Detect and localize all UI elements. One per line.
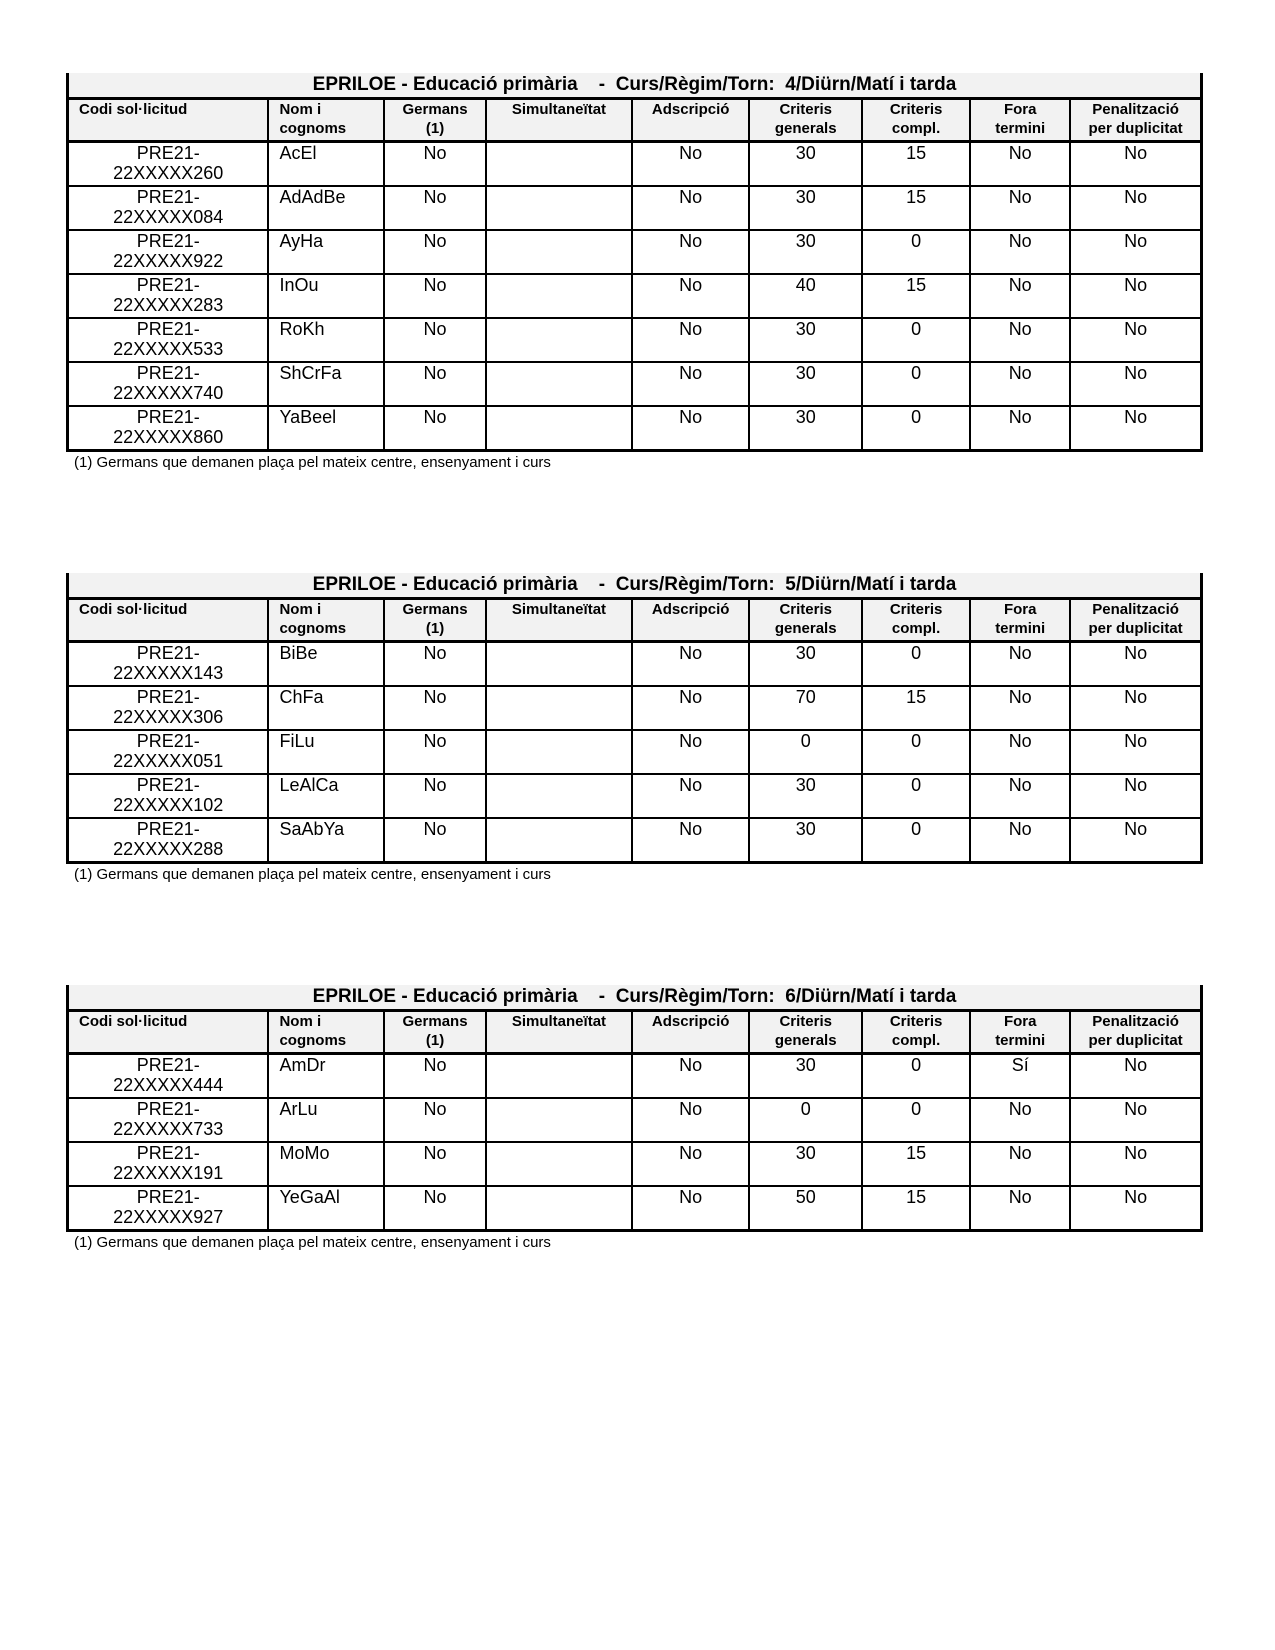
cell-codi-code1: PRE21- [136, 731, 200, 751]
cell-fora-termini: No [970, 818, 1070, 863]
cell-codi-code1: PRE21- [136, 319, 200, 339]
header-criteris-generals-line1: Criteris [779, 1013, 832, 1030]
header-codi [68, 599, 269, 642]
header-germans [384, 99, 486, 142]
cell-criteris-compl: 15 [862, 186, 970, 230]
cell-penalitzacio: No [1070, 686, 1201, 730]
cell-codi-code2: 22XXXXX084 [113, 207, 224, 227]
cell-adscripcio: No [632, 274, 750, 318]
cell-criteris-generals: 30 [749, 186, 861, 230]
table-row [68, 362, 1202, 406]
header-fora-termini-line1: Fora [1003, 101, 1037, 118]
header-nom [268, 1011, 384, 1054]
cell-criteris-compl: 0 [862, 362, 970, 406]
cell-criteris-compl: 0 [862, 230, 970, 274]
cell-nom: RoKh [268, 318, 384, 362]
cell-adscripcio: No [632, 1054, 750, 1099]
admissions-table [66, 573, 1203, 864]
header-criteris-compl-line2: compl. [891, 1032, 941, 1049]
cell-criteris-compl: 0 [862, 1098, 970, 1142]
cell-codi-code2: 22XXXXX733 [113, 1119, 224, 1139]
header-criteris-generals-line2: generals [774, 1032, 837, 1049]
header-nom-line2: cognoms [279, 620, 347, 637]
cell-nom: AcEl [268, 142, 384, 187]
cell-penalitzacio: No [1070, 406, 1201, 451]
cell-codi-code2: 22XXXXX444 [113, 1075, 224, 1095]
cell-criteris-compl: 15 [862, 142, 970, 187]
cell-fora-termini: No [970, 1186, 1070, 1231]
cell-codi [68, 1142, 269, 1186]
table-row [68, 774, 1202, 818]
footnote: (1) Germans que demanen plaça pel mateix centre, ensenyament i curs [74, 454, 551, 471]
cell-nom: LeAlCa [268, 774, 384, 818]
cell-germans: No [384, 642, 486, 687]
cell-simultaneitat [486, 274, 632, 318]
cell-penalitzacio: No [1070, 642, 1201, 687]
cell-criteris-compl: 0 [862, 818, 970, 863]
cell-adscripcio: No [632, 230, 750, 274]
header-germans [384, 1011, 486, 1054]
cell-codi-code1: PRE21- [136, 819, 200, 839]
header-fora-termini [970, 599, 1070, 642]
cell-codi-code2: 22XXXXX922 [113, 251, 224, 271]
header-criteris-generals-line1: Criteris [779, 101, 832, 118]
cell-germans: No [384, 318, 486, 362]
table-row [68, 318, 1202, 362]
cell-criteris-compl: 0 [862, 1054, 970, 1099]
cell-fora-termini: No [970, 1142, 1070, 1186]
cell-codi [68, 362, 269, 406]
cell-nom: BiBe [268, 642, 384, 687]
cell-codi-code2: 22XXXXX260 [113, 163, 224, 183]
cell-nom: AyHa [268, 230, 384, 274]
header-adscripcio-line1: Adscripció [651, 1013, 730, 1030]
cell-simultaneitat [486, 142, 632, 187]
cell-simultaneitat [486, 642, 632, 687]
cell-penalitzacio: No [1070, 1054, 1201, 1099]
cell-codi [68, 730, 269, 774]
cell-simultaneitat [486, 1142, 632, 1186]
header-penalitzacio-line1: Penalització [1092, 1013, 1179, 1030]
cell-germans: No [384, 274, 486, 318]
cell-adscripcio: No [632, 406, 750, 451]
cell-adscripcio: No [632, 142, 750, 187]
cell-simultaneitat [486, 362, 632, 406]
cell-simultaneitat [486, 730, 632, 774]
cell-codi-code1: PRE21- [136, 1143, 200, 1163]
header-fora-termini [970, 99, 1070, 142]
table-block-curs-4 [66, 73, 1203, 472]
cell-criteris-compl: 0 [862, 730, 970, 774]
header-nom-line2: cognoms [279, 1032, 347, 1049]
header-criteris-compl [862, 599, 970, 642]
header-penalitzacio-line2: per duplicitat [1088, 620, 1183, 637]
cell-codi-code2: 22XXXXX191 [113, 1163, 224, 1183]
cell-codi-code1: PRE21- [136, 643, 200, 663]
header-codi [68, 1011, 269, 1054]
cell-fora-termini: No [970, 406, 1070, 451]
cell-nom: MoMo [268, 1142, 384, 1186]
cell-penalitzacio: No [1070, 1186, 1201, 1231]
cell-fora-termini: No [970, 1098, 1070, 1142]
cell-adscripcio: No [632, 1142, 750, 1186]
table-row [68, 686, 1202, 730]
cell-codi [68, 406, 269, 451]
cell-codi-code1: PRE21- [136, 275, 200, 295]
cell-nom: FiLu [268, 730, 384, 774]
header-fora-termini-line2: termini [995, 620, 1046, 637]
header-criteris-generals-line2: generals [774, 120, 837, 137]
cell-germans: No [384, 1142, 486, 1186]
header-criteris-compl-line1: Criteris [889, 601, 943, 618]
cell-simultaneitat [486, 1054, 632, 1099]
cell-codi [68, 318, 269, 362]
header-adscripcio [632, 99, 750, 142]
cell-adscripcio: No [632, 318, 750, 362]
header-fora-termini-line1: Fora [1003, 601, 1037, 618]
header-criteris-compl [862, 1011, 970, 1054]
table-row [68, 818, 1202, 863]
cell-simultaneitat [486, 1186, 632, 1231]
table-title: EPRILOE - Educació primària - Curs/Règim/Torn: 4/Diürn/Matí i tarda [68, 73, 1202, 99]
cell-codi [68, 186, 269, 230]
header-codi-line1: Codi sol·licitud [79, 601, 188, 618]
cell-nom: AmDr [268, 1054, 384, 1099]
cell-simultaneitat [486, 318, 632, 362]
cell-simultaneitat [486, 230, 632, 274]
table-block-curs-5 [66, 573, 1203, 884]
cell-adscripcio: No [632, 686, 750, 730]
cell-germans: No [384, 686, 486, 730]
table-row [68, 406, 1202, 451]
cell-simultaneitat [486, 686, 632, 730]
cell-germans: No [384, 1098, 486, 1142]
header-fora-termini-line1: Fora [1003, 1013, 1037, 1030]
cell-nom: InOu [268, 274, 384, 318]
header-germans-line2: (1) [425, 120, 445, 137]
cell-criteris-compl: 15 [862, 1186, 970, 1231]
table-row [68, 1098, 1202, 1142]
cell-nom: SaAbYa [268, 818, 384, 863]
cell-codi-code1: PRE21- [136, 687, 200, 707]
header-simultaneitat [486, 1011, 632, 1054]
cell-fora-termini: No [970, 686, 1070, 730]
header-criteris-compl [862, 99, 970, 142]
cell-codi [68, 774, 269, 818]
table-row [68, 230, 1202, 274]
table-row [68, 730, 1202, 774]
cell-codi-code2: 22XXXXX051 [113, 751, 224, 771]
cell-codi-code2: 22XXXXX283 [113, 295, 224, 315]
header-simultaneitat-line1: Simultaneïtat [511, 1013, 607, 1030]
cell-codi-code2: 22XXXXX533 [113, 339, 224, 359]
header-penalitzacio [1070, 599, 1201, 642]
cell-nom: ShCrFa [268, 362, 384, 406]
cell-penalitzacio: No [1070, 362, 1201, 406]
cell-nom: ChFa [268, 686, 384, 730]
cell-simultaneitat [486, 818, 632, 863]
cell-fora-termini: No [970, 142, 1070, 187]
cell-codi-code1: PRE21- [136, 231, 200, 251]
header-criteris-compl-line2: compl. [891, 120, 941, 137]
cell-codi-code2: 22XXXXX143 [113, 663, 224, 683]
cell-codi [68, 142, 269, 187]
header-criteris-generals [749, 599, 861, 642]
cell-criteris-generals: 0 [749, 1098, 861, 1142]
cell-penalitzacio: No [1070, 818, 1201, 863]
cell-codi [68, 230, 269, 274]
table-row [68, 642, 1202, 687]
header-nom-line2: cognoms [279, 120, 347, 137]
cell-germans: No [384, 1186, 486, 1231]
cell-codi-code1: PRE21- [136, 1187, 200, 1207]
cell-criteris-generals: 30 [749, 142, 861, 187]
table-row [68, 274, 1202, 318]
cell-fora-termini: No [970, 730, 1070, 774]
cell-codi-code2: 22XXXXX102 [113, 795, 224, 815]
cell-adscripcio: No [632, 774, 750, 818]
cell-fora-termini: No [970, 642, 1070, 687]
header-nom-line1: Nom i [279, 601, 322, 618]
cell-germans: No [384, 774, 486, 818]
cell-codi-code1: PRE21- [136, 775, 200, 795]
table-row [68, 1186, 1202, 1231]
cell-criteris-generals: 30 [749, 230, 861, 274]
cell-codi-code1: PRE21- [136, 1055, 200, 1075]
cell-codi [68, 1098, 269, 1142]
cell-fora-termini: No [970, 230, 1070, 274]
cell-criteris-generals: 30 [749, 406, 861, 451]
cell-criteris-compl: 0 [862, 318, 970, 362]
header-penalitzacio [1070, 1011, 1201, 1054]
table-title: EPRILOE - Educació primària - Curs/Règim/Torn: 6/Diürn/Matí i tarda [68, 985, 1202, 1011]
cell-criteris-compl: 15 [862, 686, 970, 730]
cell-germans: No [384, 1054, 486, 1099]
cell-penalitzacio: No [1070, 318, 1201, 362]
header-germans [384, 599, 486, 642]
cell-codi [68, 1054, 269, 1099]
cell-codi [68, 1186, 269, 1231]
cell-adscripcio: No [632, 1098, 750, 1142]
header-criteris-compl-line1: Criteris [889, 1013, 943, 1030]
cell-penalitzacio: No [1070, 186, 1201, 230]
cell-codi-code2: 22XXXXX927 [113, 1207, 224, 1227]
cell-penalitzacio: No [1070, 730, 1201, 774]
cell-codi-code2: 22XXXXX306 [113, 707, 224, 727]
cell-criteris-compl: 15 [862, 274, 970, 318]
cell-criteris-generals: 30 [749, 318, 861, 362]
cell-nom: YaBeel [268, 406, 384, 451]
cell-adscripcio: No [632, 642, 750, 687]
cell-codi-code1: PRE21- [136, 1099, 200, 1119]
header-penalitzacio-line1: Penalització [1092, 101, 1179, 118]
header-codi-line1: Codi sol·licitud [79, 1013, 188, 1030]
cell-fora-termini: No [970, 186, 1070, 230]
header-nom-line1: Nom i [279, 101, 322, 118]
cell-penalitzacio: No [1070, 274, 1201, 318]
header-nom [268, 99, 384, 142]
cell-germans: No [384, 142, 486, 187]
cell-criteris-compl: 15 [862, 1142, 970, 1186]
cell-penalitzacio: No [1070, 1098, 1201, 1142]
header-criteris-generals [749, 99, 861, 142]
table-row [68, 142, 1202, 187]
header-adscripcio [632, 1011, 750, 1054]
table-row [68, 1142, 1202, 1186]
table-block-curs-6 [66, 985, 1203, 1252]
header-simultaneitat-line1: Simultaneïtat [511, 101, 607, 118]
header-adscripcio-line1: Adscripció [651, 101, 730, 118]
footnote: (1) Germans que demanen plaça pel mateix centre, ensenyament i curs [74, 866, 551, 883]
cell-germans: No [384, 818, 486, 863]
cell-penalitzacio: No [1070, 142, 1201, 187]
cell-germans: No [384, 730, 486, 774]
admissions-table [66, 73, 1203, 452]
header-penalitzacio-line1: Penalització [1092, 601, 1179, 618]
header-criteris-compl-line2: compl. [891, 620, 941, 637]
cell-criteris-compl: 0 [862, 774, 970, 818]
footnote: (1) Germans que demanen plaça pel mateix centre, ensenyament i curs [74, 1234, 551, 1251]
header-germans-line2: (1) [425, 1032, 445, 1049]
cell-adscripcio: No [632, 362, 750, 406]
cell-codi-code1: PRE21- [136, 187, 200, 207]
cell-criteris-compl: 0 [862, 642, 970, 687]
admissions-table [66, 985, 1203, 1232]
cell-simultaneitat [486, 774, 632, 818]
cell-adscripcio: No [632, 730, 750, 774]
header-penalitzacio [1070, 99, 1201, 142]
table-row [68, 1054, 1202, 1099]
header-simultaneitat [486, 599, 632, 642]
cell-codi-code2: 22XXXXX860 [113, 427, 224, 447]
header-codi-line1: Codi sol·licitud [79, 101, 188, 118]
cell-criteris-generals: 40 [749, 274, 861, 318]
cell-germans: No [384, 186, 486, 230]
cell-criteris-generals: 70 [749, 686, 861, 730]
cell-nom: AdAdBe [268, 186, 384, 230]
header-penalitzacio-line2: per duplicitat [1088, 120, 1183, 137]
header-simultaneitat [486, 99, 632, 142]
cell-penalitzacio: No [1070, 230, 1201, 274]
header-germans-line1: Germans [402, 1013, 468, 1030]
cell-penalitzacio: No [1070, 774, 1201, 818]
cell-nom: ArLu [268, 1098, 384, 1142]
cell-criteris-generals: 30 [749, 1142, 861, 1186]
table-row [68, 186, 1202, 230]
cell-codi [68, 818, 269, 863]
cell-codi-code1: PRE21- [136, 363, 200, 383]
header-fora-termini [970, 1011, 1070, 1054]
header-adscripcio [632, 599, 750, 642]
cell-simultaneitat [486, 1098, 632, 1142]
header-germans-line2: (1) [425, 620, 445, 637]
cell-codi-code2: 22XXXXX288 [113, 839, 224, 859]
header-criteris-generals-line1: Criteris [779, 601, 832, 618]
header-criteris-generals-line2: generals [774, 620, 837, 637]
header-simultaneitat-line1: Simultaneïtat [511, 601, 607, 618]
header-germans-line1: Germans [402, 101, 468, 118]
cell-criteris-generals: 30 [749, 774, 861, 818]
cell-fora-termini: No [970, 274, 1070, 318]
table-title: EPRILOE - Educació primària - Curs/Règim/Torn: 5/Diürn/Matí i tarda [68, 573, 1202, 599]
cell-adscripcio: No [632, 1186, 750, 1231]
cell-fora-termini: No [970, 774, 1070, 818]
cell-criteris-compl: 0 [862, 406, 970, 451]
cell-criteris-generals: 30 [749, 362, 861, 406]
header-nom-line1: Nom i [279, 1013, 322, 1030]
cell-codi-code2: 22XXXXX740 [113, 383, 224, 403]
header-fora-termini-line2: termini [995, 120, 1046, 137]
header-fora-termini-line2: termini [995, 1032, 1046, 1049]
cell-penalitzacio: No [1070, 1142, 1201, 1186]
cell-fora-termini: Sí [970, 1054, 1070, 1099]
cell-simultaneitat [486, 406, 632, 451]
cell-codi-code1: PRE21- [136, 143, 200, 163]
cell-codi [68, 686, 269, 730]
cell-criteris-generals: 30 [749, 1054, 861, 1099]
cell-germans: No [384, 230, 486, 274]
cell-adscripcio: No [632, 186, 750, 230]
cell-simultaneitat [486, 186, 632, 230]
cell-codi-code1: PRE21- [136, 407, 200, 427]
cell-nom: YeGaAl [268, 1186, 384, 1231]
cell-criteris-generals: 0 [749, 730, 861, 774]
cell-germans: No [384, 362, 486, 406]
header-criteris-compl-line1: Criteris [889, 101, 943, 118]
cell-fora-termini: No [970, 318, 1070, 362]
header-adscripcio-line1: Adscripció [651, 601, 730, 618]
header-codi [68, 99, 269, 142]
cell-adscripcio: No [632, 818, 750, 863]
cell-germans: No [384, 406, 486, 451]
cell-fora-termini: No [970, 362, 1070, 406]
cell-codi [68, 274, 269, 318]
cell-criteris-generals: 30 [749, 642, 861, 687]
header-germans-line1: Germans [402, 601, 468, 618]
cell-codi [68, 642, 269, 687]
cell-criteris-generals: 50 [749, 1186, 861, 1231]
header-penalitzacio-line2: per duplicitat [1088, 1032, 1183, 1049]
cell-criteris-generals: 30 [749, 818, 861, 863]
header-criteris-generals [749, 1011, 861, 1054]
header-nom [268, 599, 384, 642]
